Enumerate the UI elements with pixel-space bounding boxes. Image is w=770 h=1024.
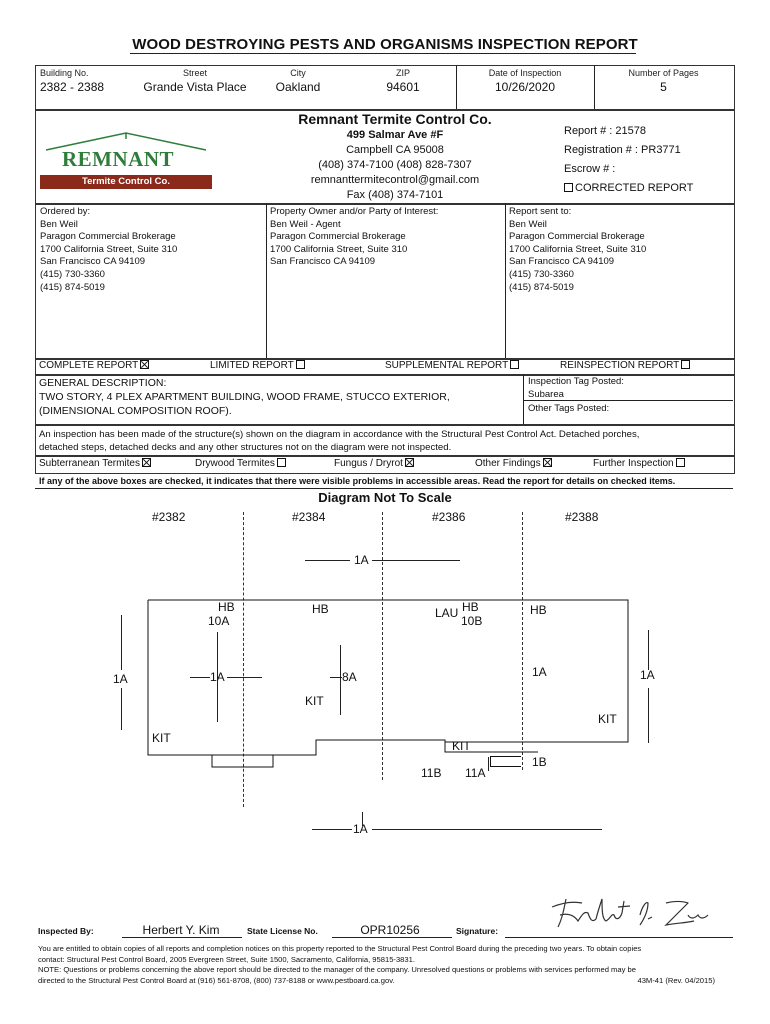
limited-report-checkbox[interactable] [296, 360, 305, 369]
tag-posted-value: Subarea [528, 388, 564, 400]
company-name: Remnant Termite Control Co. [298, 111, 492, 127]
finding-area-box [490, 756, 521, 767]
city-label: City [290, 68, 306, 78]
parties-divider [266, 203, 267, 358]
unit-label: #2386 [432, 510, 466, 524]
owner-line: Ben Weil - Agent [270, 218, 341, 230]
further-inspection-label: Further Inspection [593, 458, 674, 469]
city: Oakland [275, 80, 321, 94]
dimension-line [121, 615, 122, 670]
company-fax: Fax (408) 374-7101 [346, 189, 444, 201]
pages-label: Number of Pages [628, 68, 699, 78]
room-label: HB [530, 603, 547, 617]
report-title: WOOD DESTROYING PESTS AND ORGANISMS INSPECTION REPORT [132, 36, 638, 53]
statement-line: An inspection has been made of the structure(s) shown on the diagram in accordance with the Structural Pest Control Act. Detached porches, [39, 429, 640, 440]
general-description-label: GENERAL DESCRIPTION: [39, 377, 167, 389]
reinspection-report-label: REINSPECTION REPORT [560, 360, 680, 371]
room-label: LAU [435, 606, 459, 620]
supplemental-report-checkbox[interactable] [510, 360, 519, 369]
corrected-report-label: CORRECTED REPORT [575, 182, 694, 194]
sent-to-line: (415) 874-5019 [509, 281, 574, 293]
ordered-by-label: Ordered by: [40, 206, 91, 217]
diagram-title: Diagram Not To Scale [318, 490, 452, 505]
dimension-line [330, 677, 342, 678]
room-label: KIT [305, 694, 324, 708]
zip: 94601 [386, 80, 420, 94]
disclaimer-line: contact: Structural Pest Control Board, 2005 Evergreen Street, Suite 1500, Sacramento, California, 95815-3831. [38, 954, 415, 964]
dimension-line [190, 677, 210, 678]
subterranean-label: Subterranean Termites [39, 458, 140, 469]
fungus-label: Fungus / Dryrot [334, 458, 403, 469]
logo-text: REMNANT [62, 147, 174, 171]
company-address-2: Campbell CA 95008 [346, 144, 444, 156]
findings-note-underline [35, 488, 733, 489]
other-findings-label: Other Findings [475, 458, 541, 469]
reinspection-report-checkbox[interactable] [681, 360, 690, 369]
disclaimer-line: directed to the Structural Pest Control Board at (916) 561-8708, (800) 737-8188 or www.pestboard.ca.gov. [38, 975, 395, 985]
limited-report-label: LIMITED REPORT [210, 360, 294, 371]
room-label: KIT [152, 731, 171, 745]
other-findings-checkbox[interactable] [543, 458, 552, 467]
subterranean-checkbox[interactable] [142, 458, 151, 467]
finding-label: 1B [532, 755, 547, 769]
signature-line [122, 937, 242, 938]
signature-label: Signature: [456, 926, 499, 936]
drywood-checkbox[interactable] [277, 458, 286, 467]
general-description-line: TWO STORY, 4 PLEX APARTMENT BUILDING, WOOD FRAME, STUCCO EXTERIOR, [39, 391, 450, 403]
company-email: remnanttermitecontrol@gmail.com [310, 174, 480, 186]
unit-label: #2388 [565, 510, 599, 524]
title-underline [130, 53, 636, 54]
finding-label: 11A [465, 766, 486, 780]
ordered-by-line: 1700 California Street, Suite 310 [40, 243, 178, 255]
license-line [332, 937, 452, 938]
tag-posted-label: Inspection Tag Posted: [528, 376, 624, 387]
sent-to-line: 1700 California Street, Suite 310 [509, 243, 647, 255]
ordered-by-line: (415) 730-3360 [40, 268, 105, 280]
fungus-checkbox[interactable] [405, 458, 414, 467]
ordered-by-line: Ben Weil [40, 218, 78, 230]
dimension-line [305, 560, 350, 561]
company-address-1: 499 Salmar Ave #F [346, 129, 444, 141]
ordered-by-section [40, 206, 177, 294]
area-label: 1A [210, 670, 225, 684]
handwritten-signature [548, 893, 718, 933]
disclaimer-line: NOTE: Questions or problems concerning the above report should be directed to the manager of the company. Unresolved questions or problems with services performed may be [38, 965, 636, 975]
inspected-by-label: Inspected By: [38, 926, 94, 936]
sent-to-line: San Francisco CA 94109 [509, 256, 615, 268]
room-label: HB [312, 602, 329, 616]
sent-to-line: (415) 730-3360 [509, 268, 574, 280]
owner-label: Property Owner and/or Party of Interest: [270, 206, 439, 217]
dimension-line [648, 630, 649, 670]
unit-label: #2382 [152, 510, 186, 524]
zip-label: ZIP [395, 68, 410, 78]
dimension-line [312, 829, 352, 830]
unit-label: #2384 [292, 510, 326, 524]
ordered-by-line: (415) 874-5019 [40, 281, 105, 293]
area-label: 1A [113, 672, 128, 686]
finding-label: 10B [461, 614, 483, 628]
street-label: Street [182, 68, 207, 78]
owner-line: 1700 California Street, Suite 310 [270, 243, 408, 255]
dimension-line [121, 688, 122, 730]
general-description-line: (DIMENSIONAL COMPOSITION ROOF). [39, 405, 232, 417]
area-label: 1A [532, 665, 547, 679]
sent-to-label: Report sent to: [509, 206, 572, 217]
license-number: OPR10256 [360, 923, 420, 937]
dimension-line [340, 645, 341, 715]
owner-line: San Francisco CA 94109 [270, 256, 376, 268]
leader-line [488, 757, 489, 771]
owner-section [270, 206, 438, 269]
supplemental-report-label: SUPPLEMENTAL REPORT [385, 360, 509, 371]
report-number: Report # : 21578 [564, 125, 646, 137]
company-phone: (408) 374-7100 (408) 828-7307 [318, 159, 472, 171]
disclaimer-line: You are entitled to obtain copies of all reports and completion notices on this property reported to the Structural Pest Control Board during the preceding two years. To obtain copies [38, 944, 642, 953]
finding-label: 11B [421, 766, 442, 780]
sent-to-line: Paragon Commercial Brokerage [509, 231, 645, 243]
complete-report-label: COMPLETE REPORT [39, 360, 139, 371]
room-label: KIT [452, 739, 471, 753]
drywood-label: Drywood Termites [195, 458, 275, 469]
logo-subtitle: Termite Control Co. [40, 175, 212, 189]
form-number: 43M-41 (Rev. 04/2015) [637, 975, 715, 985]
complete-report-checkbox[interactable] [140, 360, 149, 369]
date-label: Date of Inspection [488, 68, 562, 78]
sent-to-section [509, 206, 646, 294]
page-count: 5 [660, 80, 667, 94]
further-inspection-checkbox[interactable] [676, 458, 685, 467]
signature-underline [505, 937, 733, 938]
building-no-label: Building No. [40, 68, 89, 78]
inspection-date: 10/26/2020 [494, 80, 556, 94]
registration-number: Registration # : PR3771 [564, 144, 681, 156]
street: Grande Vista Place [143, 80, 247, 94]
area-label: 1A [353, 822, 368, 836]
room-label: HB [218, 600, 235, 614]
findings-note: If any of the above boxes are checked, it indicates that there were visible problems in accessible areas. Read the report for details on checked items. [39, 476, 676, 486]
dimension-line [372, 560, 460, 561]
other-tags-label: Other Tags Posted: [528, 403, 610, 414]
escrow-number: Escrow # : [564, 163, 616, 175]
sent-to-line: Ben Weil [509, 218, 547, 230]
room-label: KIT [598, 712, 617, 726]
general-divider [523, 374, 524, 424]
statement-line: detached steps, detached decks and any other structures not on the diagram were not inspected. [39, 442, 452, 453]
corrected-report-checkbox[interactable] [564, 183, 573, 192]
dimension-line [372, 829, 602, 830]
ordered-by-line: Paragon Commercial Brokerage [40, 231, 176, 243]
inspector-name: Herbert Y. Kim [142, 923, 220, 937]
dimension-line [227, 677, 262, 678]
building-no: 2382 - 2388 [40, 80, 105, 94]
parties-divider [505, 203, 506, 358]
dimension-line [648, 688, 649, 743]
area-label: 1A [640, 668, 655, 682]
finding-label: 8A [342, 670, 357, 684]
license-label: State License No. [247, 926, 318, 936]
area-label: 1A [354, 553, 369, 567]
owner-line: Paragon Commercial Brokerage [270, 231, 406, 243]
room-label: HB [462, 600, 479, 614]
company-logo [40, 130, 212, 190]
ordered-by-line: San Francisco CA 94109 [40, 256, 146, 268]
finding-label: 10A [208, 614, 230, 628]
